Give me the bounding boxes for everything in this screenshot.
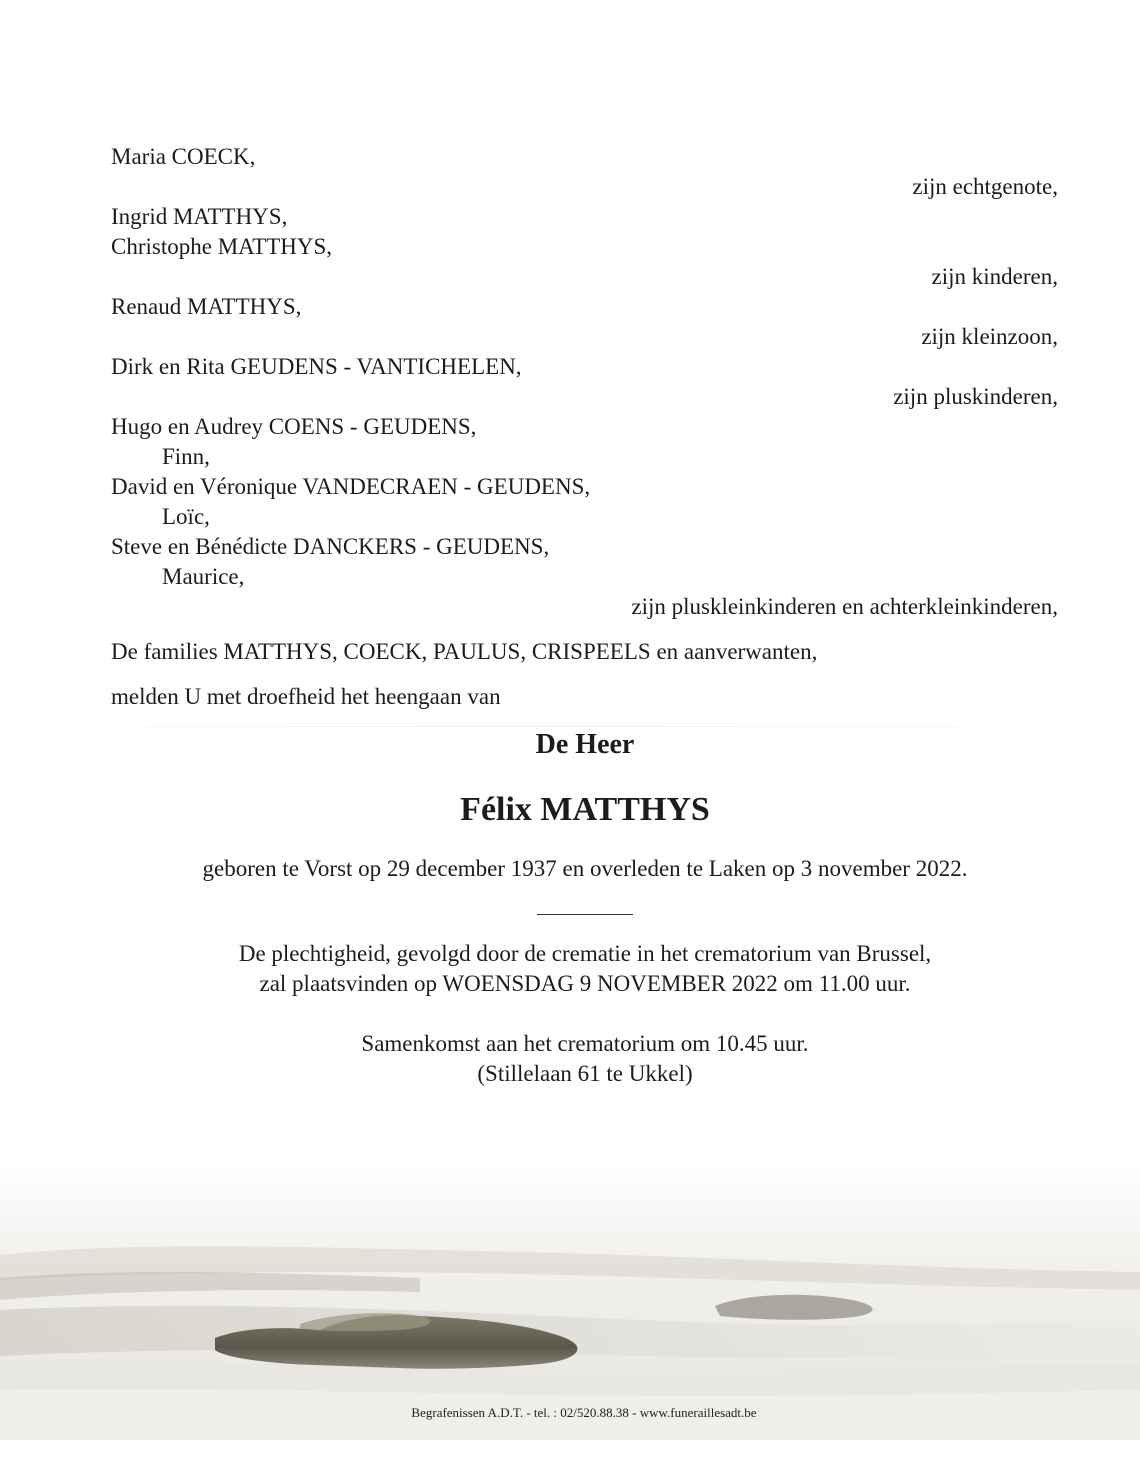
family-name-steve-benedicte: Steve en Bénédicte DANCKERS - GEUDENS, [111, 534, 550, 559]
relation-grandson: zijn kleinzoon, [921, 324, 1058, 349]
separator-rule [537, 914, 633, 915]
family-child-finn: Finn, [162, 444, 210, 469]
family-child-maurice: Maurice, [162, 564, 245, 589]
family-name-ingrid: Ingrid MATTHYS, [111, 204, 288, 229]
deceased-dates: geboren te Vorst op 29 december 1937 en overleden te Laken op 3 november 2022. [202, 856, 968, 881]
seascape-rocks-illustration [0, 1160, 1140, 1440]
family-name-hugo-audrey: Hugo en Audrey COENS - GEUDENS, [111, 414, 477, 439]
family-name-maria: Maria COECK, [111, 144, 256, 169]
relation-stepchildren: zijn pluskinderen, [893, 384, 1058, 409]
gathering-line-1: Samenkomst aan het crematorium om 10.45 uur. [361, 1031, 809, 1056]
deceased-salutation: De Heer [535, 729, 635, 760]
announcement-line: melden U met droefheid het heengaan van [111, 684, 501, 709]
relation-children: zijn kinderen, [931, 264, 1058, 289]
ceremony-line-1: De plechtigheid, gevolgd door de crematie in het crematorium van Brussel, [238, 941, 932, 966]
family-name-christophe: Christophe MATTHYS, [111, 234, 333, 259]
family-name-dirk-rita: Dirk en Rita GEUDENS - VANTICHELEN, [111, 354, 522, 379]
relation-spouse: zijn echtgenote, [912, 174, 1058, 199]
gathering-line-2: (Stillelaan 61 te Ukkel) [477, 1061, 693, 1086]
family-name-david-veronique: David en Véronique VANDECRAEN - GEUDENS, [111, 474, 591, 499]
deceased-name: Félix MATTHYS [460, 791, 710, 828]
families-line: De families MATTHYS, COECK, PAULUS, CRISPEELS en aanverwanten, [111, 639, 818, 664]
funeral-home-footer: Begrafenissen A.D.T. - tel. : 02/520.88.38 - www.funeraillesadt.be [411, 1405, 757, 1420]
family-child-loic: Loïc, [162, 504, 210, 529]
seascape-image [0, 1160, 1140, 1440]
relation-step-grandchildren: zijn pluskleinkinderen en achterkleinkinderen, [631, 594, 1058, 619]
ceremony-line-2: zal plaatsvinden op WOENSDAG 9 NOVEMBER 2022 om 11.00 uur. [259, 971, 911, 996]
family-name-renaud: Renaud MATTHYS, [111, 294, 302, 319]
paper-fold-line [0, 726, 1140, 727]
